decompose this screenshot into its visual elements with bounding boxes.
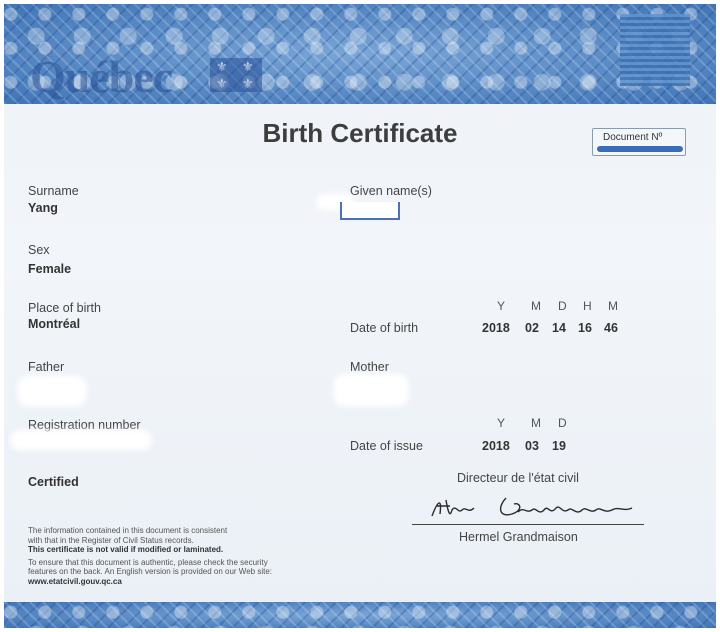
document-number-label: Document Nº [603,132,663,143]
dob-header-day: D [558,299,567,313]
fine-print-line-4: To ensure that this document is authentic, please check the security [28,557,268,567]
issue-day: 19 [552,439,566,453]
mother-label: Mother [350,360,389,374]
dob-year: 2018 [482,321,510,335]
dob-minute: 46 [604,321,618,335]
issue-header-year: Y [497,416,506,430]
birth-certificate [4,4,716,628]
document-number-box [592,128,686,156]
place-of-birth-label: Place of birth [28,301,101,315]
surname-label: Surname [28,184,79,198]
given-names-redacted-box [340,202,400,220]
issue-header-month: M [531,416,541,430]
dob-hour: 16 [578,321,592,335]
dob-day: 14 [552,321,566,335]
fine-print-line-3: This certificate is not valid if modified or laminated. [28,545,224,554]
security-hologram [620,14,690,86]
registration-number-label: Registration number [28,418,141,432]
sex-value: Female [28,262,72,276]
signatory-title: Directeur de l'état civil [457,471,579,485]
document-title: Birth Certificate [262,118,458,148]
signature-line [412,524,644,525]
certified-stamp-text: Certified [28,475,79,489]
surname-value: Yang [28,201,58,215]
dob-header-minute: M [608,299,618,313]
fine-print-notice [28,526,328,586]
sex-label: Sex [28,243,50,257]
date-of-birth-label: Date of birth [350,321,419,335]
signatory-name: Hermel Grandmaison [459,530,578,544]
fleur-de-lis-flag-icon: ⚜ ⚜ ⚜ ⚜ [210,58,262,92]
fine-print-line-5: features on the back. An English version is provided on our Web site: [28,567,272,576]
given-names-label: Given name(s) [350,184,432,198]
issue-month: 03 [525,439,539,453]
registration-number-redaction [14,434,148,446]
bottom-security-band [4,602,716,628]
mother-redaction [338,378,404,402]
fine-print-line-2: with that in the Register of Civil Status records. [28,535,194,545]
date-of-issue-label: Date of issue [350,439,423,453]
father-redaction [22,380,82,402]
website-url: www.etatcivil.gouv.qc.ca [28,576,122,586]
place-of-birth-value: Montréal [28,317,81,331]
issue-year: 2018 [482,439,510,453]
fine-print-line-1: The information contained in this document is consistent [28,526,228,535]
dob-header-year: Y [497,299,506,313]
dob-month: 02 [525,321,539,335]
handwritten-signature [428,492,638,524]
issue-header-day: D [558,416,567,430]
document-number-redacted [597,146,683,152]
father-label: Father [28,360,65,374]
quebec-logo: Québec [30,51,173,102]
dob-header-hour: H [583,299,592,313]
dob-header-month: M [531,299,541,313]
